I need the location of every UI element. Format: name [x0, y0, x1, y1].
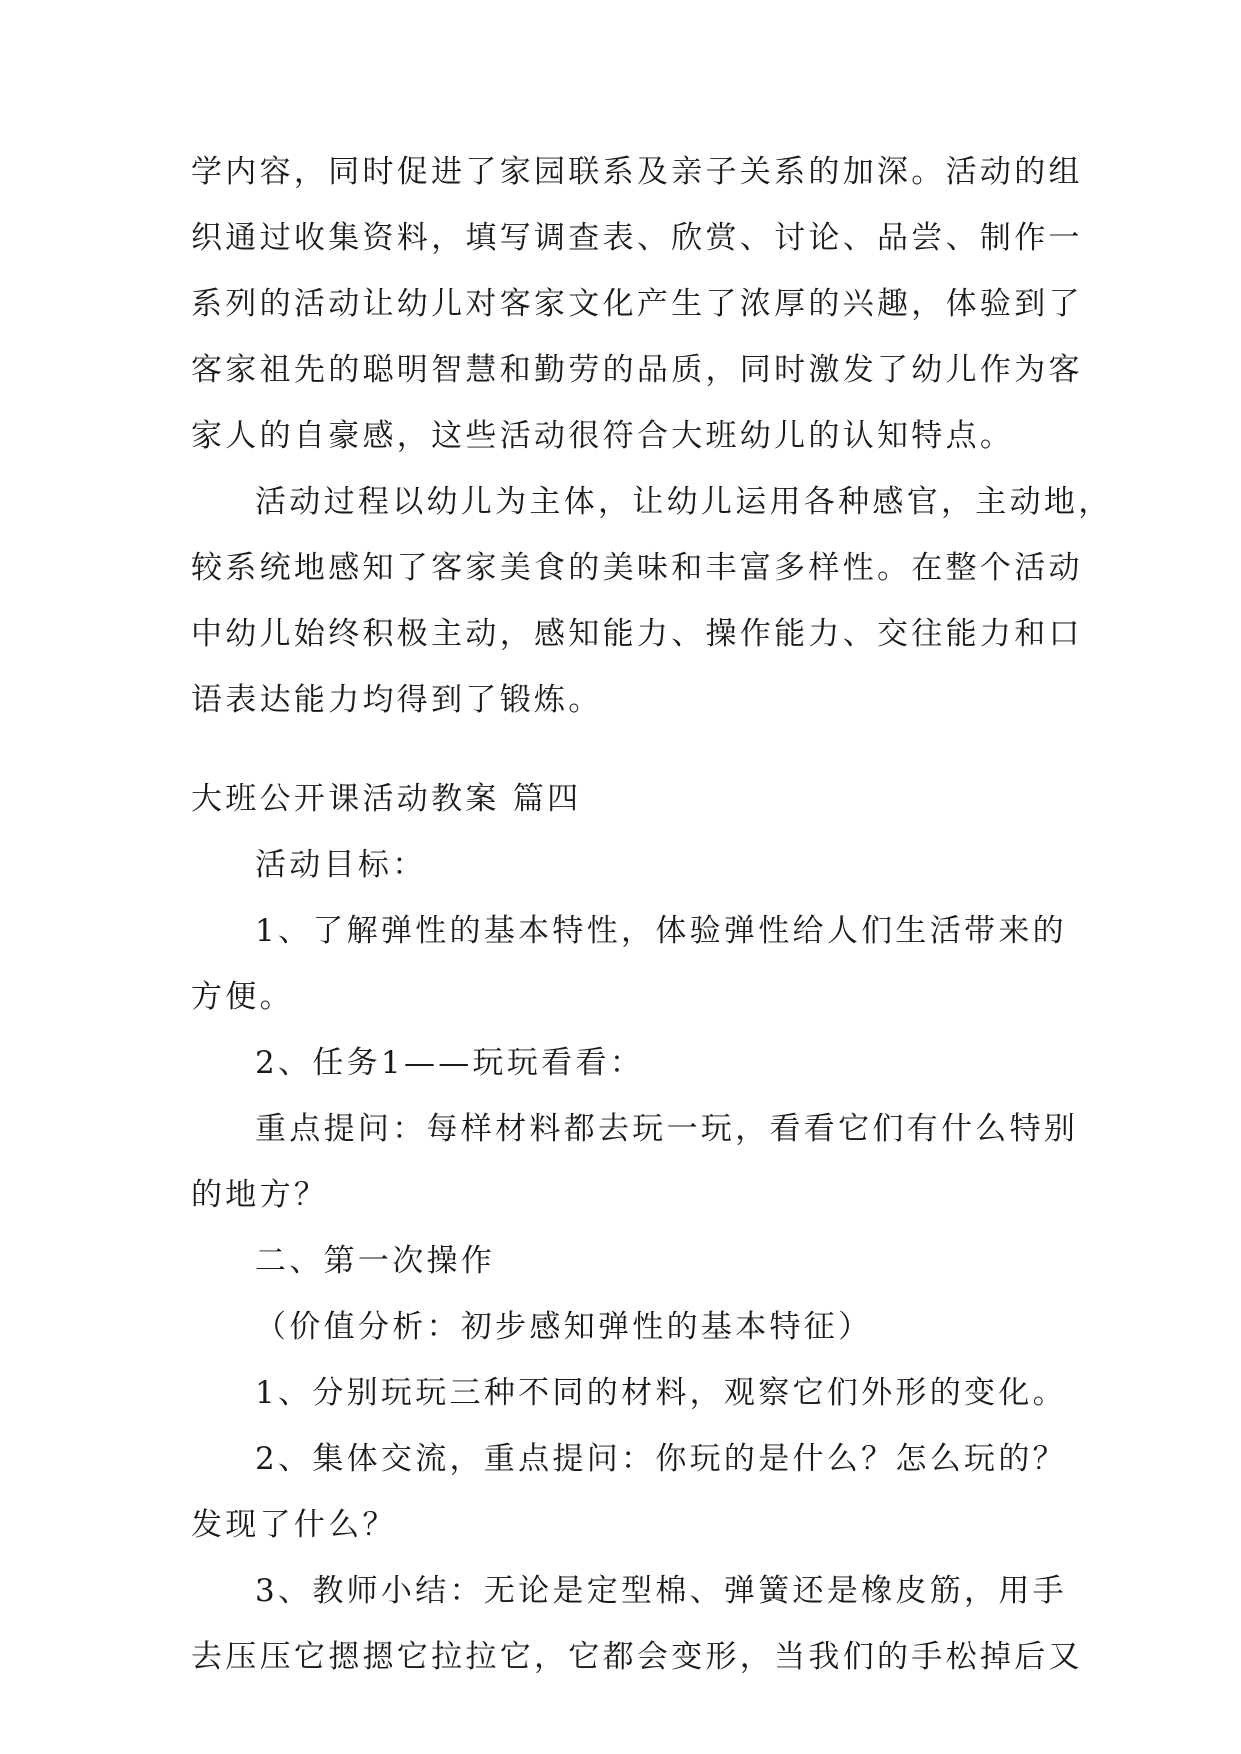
text-line: 中幼儿始终积极主动，感知能力、操作能力、交往能力和口 — [191, 616, 1083, 652]
text-line: 家人的自豪感，这些活动很符合大班幼儿的认知特点。 — [191, 418, 1015, 454]
text-line: 系列的活动让幼儿对客家文化产生了浓厚的兴趣，体验到了 — [191, 286, 1083, 322]
text-line: 重点提问：每样材料都去玩一玩，看看它们有什么特别 — [255, 1111, 1079, 1147]
text-line: 3、教师小结：无论是定型棉、弹簧还是橡皮筋，用手 — [255, 1573, 1067, 1609]
section-heading: 大班公开课活动教案 篇四 — [191, 781, 582, 817]
text-line: 活动过程以幼儿为主体，让幼儿运用各种感官，主动地， — [255, 484, 1113, 520]
text-line: 发现了什么？ — [191, 1507, 397, 1543]
text-line: 1、了解弹性的基本特性，体验弹性给人们生活带来的 — [255, 913, 1067, 949]
text-line: 学内容，同时促进了家园联系及亲子关系的加深。活动的组 — [191, 154, 1083, 190]
text-line: 的地方？ — [191, 1177, 329, 1213]
text-line: 1、分别玩玩三种不同的材料，观察它们外形的变化。 — [255, 1375, 1067, 1411]
text-line: 2、任务1——玩玩看看： — [255, 1045, 645, 1081]
text-line: （价值分析：初步感知弹性的基本特征） — [255, 1309, 873, 1345]
text-line: 较系统地感知了客家美食的美味和丰富多样性。在整个活动 — [191, 550, 1083, 586]
text-line: 织通过收集资料，填写调查表、欣赏、讨论、品尝、制作一 — [191, 220, 1083, 256]
text-line: 语表达能力均得到了锻炼。 — [191, 682, 603, 718]
text-line: 客家祖先的聪明智慧和勤劳的品质，同时激发了幼儿作为客 — [191, 352, 1083, 388]
text-line: 方便。 — [191, 979, 294, 1015]
text-line: 活动目标： — [255, 847, 427, 883]
text-line: 去压压它摁摁它拉拉它，它都会变形，当我们的手松掉后又 — [191, 1639, 1083, 1675]
text-line: 二、第一次操作 — [255, 1243, 496, 1279]
text-line: 2、集体交流，重点提问：你玩的是什么？怎么玩的？ — [255, 1441, 1067, 1477]
